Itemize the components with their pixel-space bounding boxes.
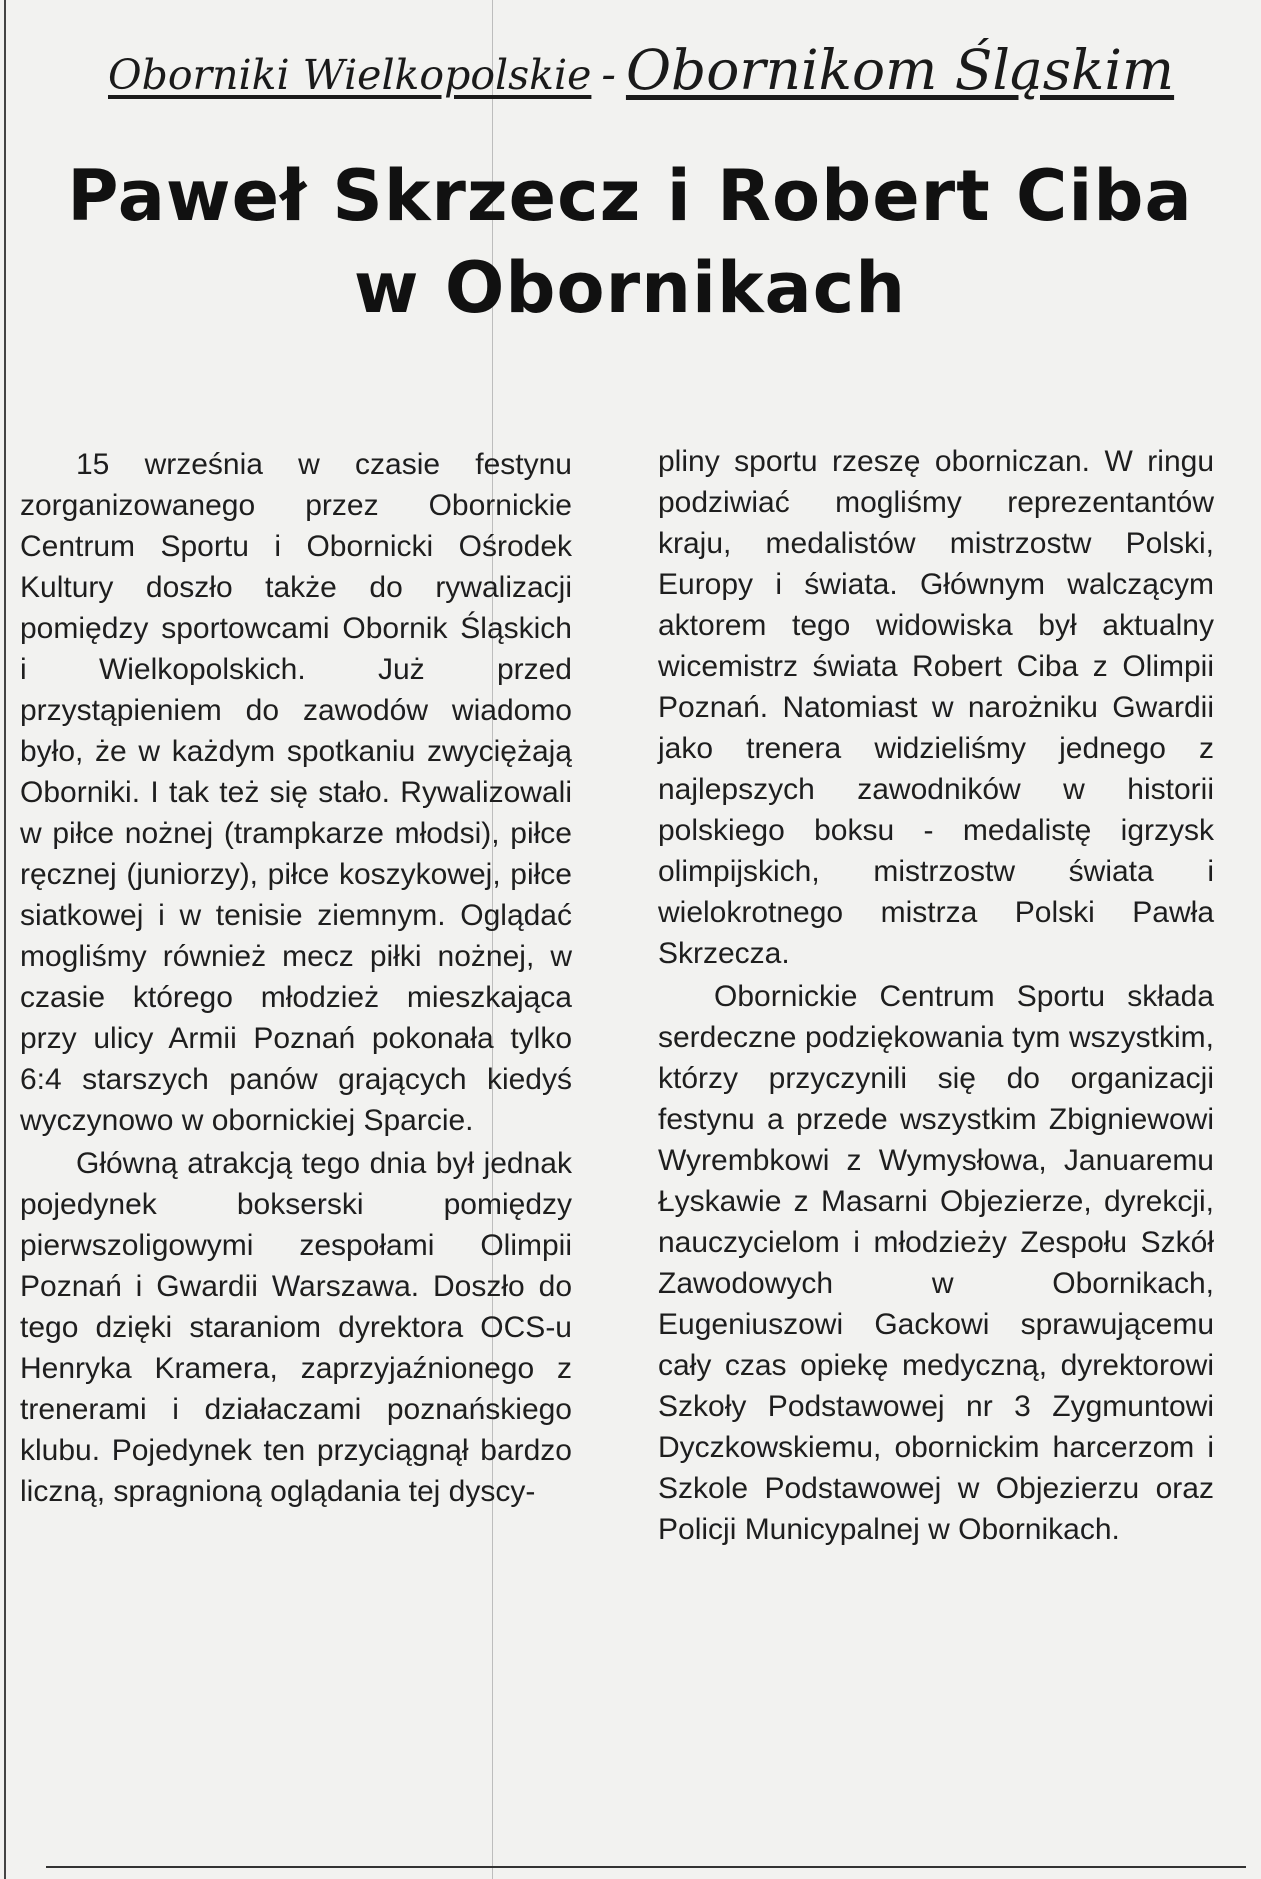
paragraph-4: Obornickie Centrum Sportu składa serdeczne podziękowania tym wszystkim, którzy przyczynili się do organizacji festynu a przede wszystkim Zbigniewowi Wyrembkowi z Wymysłowa, Januaremu Łyskawie z Masarni Objezierze, dyrekcji, nauczycielom i młodzieży Zespołu Szkół Zawodowych w Obornikach, Eugeniuszowi Gackowi sprawującemu cały czas opiekę medyczną, dyrektorowi Szkoły Podstawowej nr 3 Zygmuntowi Dyczkowskiemu, obornickim harcerzom i Szkole Podstawowej w Objezierzu oraz Policji Municypalnej w Obornikach. [658,980,1214,1546]
bottom-rule [46,1866,1246,1868]
header-separator: - [601,50,616,100]
left-border-rule [4,0,6,1879]
paragraph-2: Główną atrakcją tego dnia był jednak pojedynek bokserski pomiędzy pierwszoligowymi zespołami Olimpii Poznań i Gwardii Warszawa. Doszło do tego dzięki staraniom dyrektora OCS-u Henryka Kramera, zaprzyjaźnionego z trenerami i działaczami poznańskiego klubu. Pojedynek ten przyciągnął bardzo liczną, spragnioną oglądania tej dyscy- [20,1147,572,1508]
section-header [108,38,1228,102]
paragraph-1: 15 września w czasie festynu zorganizowanego przez Obornickie Centrum Sportu i Obornicki Ośrodek Kultury doszło także do rywalizacji pomiędzy sportowcami Obornik Śląskich i Wielkopolskich. Już przed przystąpieniem do zawodów wiadomo było, że w każdym spotkaniu zwyciężają Oborniki. I tak też się stało. Rywalizowali w piłce nożnej (trampkarze młodsi), piłce ręcznej (juniorzy), piłce koszykowej, piłce siatkowej i w tenisie ziemnym. Oglądać mogliśmy również mecz piłki nożnej, w czasie którego młodzież mieszkająca przy ulicy Armii Poznań pokonała tylko 6:4 starszych panów grających kiedyś wyczynowo w obornickiej Sparcie. [20,448,572,1137]
section-title: Obornikom Śląskim [625,38,1175,102]
paragraph-3: pliny sportu rzeszę oborniczan. W ringu podziwiać mogliśmy reprezentantów kraju, medalistów mistrzostw Polski, Europy i świata. Głównym walczącym aktorem tego widowiska był aktualny wicemistrz świata Robert Ciba z Olimpii Poznań. Natomiast w narożniku Gwardii jako trenera widzieliśmy jednego z najlepszych zawodników w historii polskiego boksu - medalistę igrzysk olimpijskich, mistrzostw świata i wielokrotnego mistrza Polski Pawła Skrzecza. [658,445,1214,970]
section-subtitle: Oborniki Wielkopolskie [108,51,592,99]
article-headline [30,150,1230,334]
article-column-right [658,441,1214,1550]
headline-line-2: w Obornikach [353,247,907,329]
article-column-left [20,444,572,1512]
headline-line-1: Paweł Skrzecz i Robert Ciba [67,155,1193,237]
